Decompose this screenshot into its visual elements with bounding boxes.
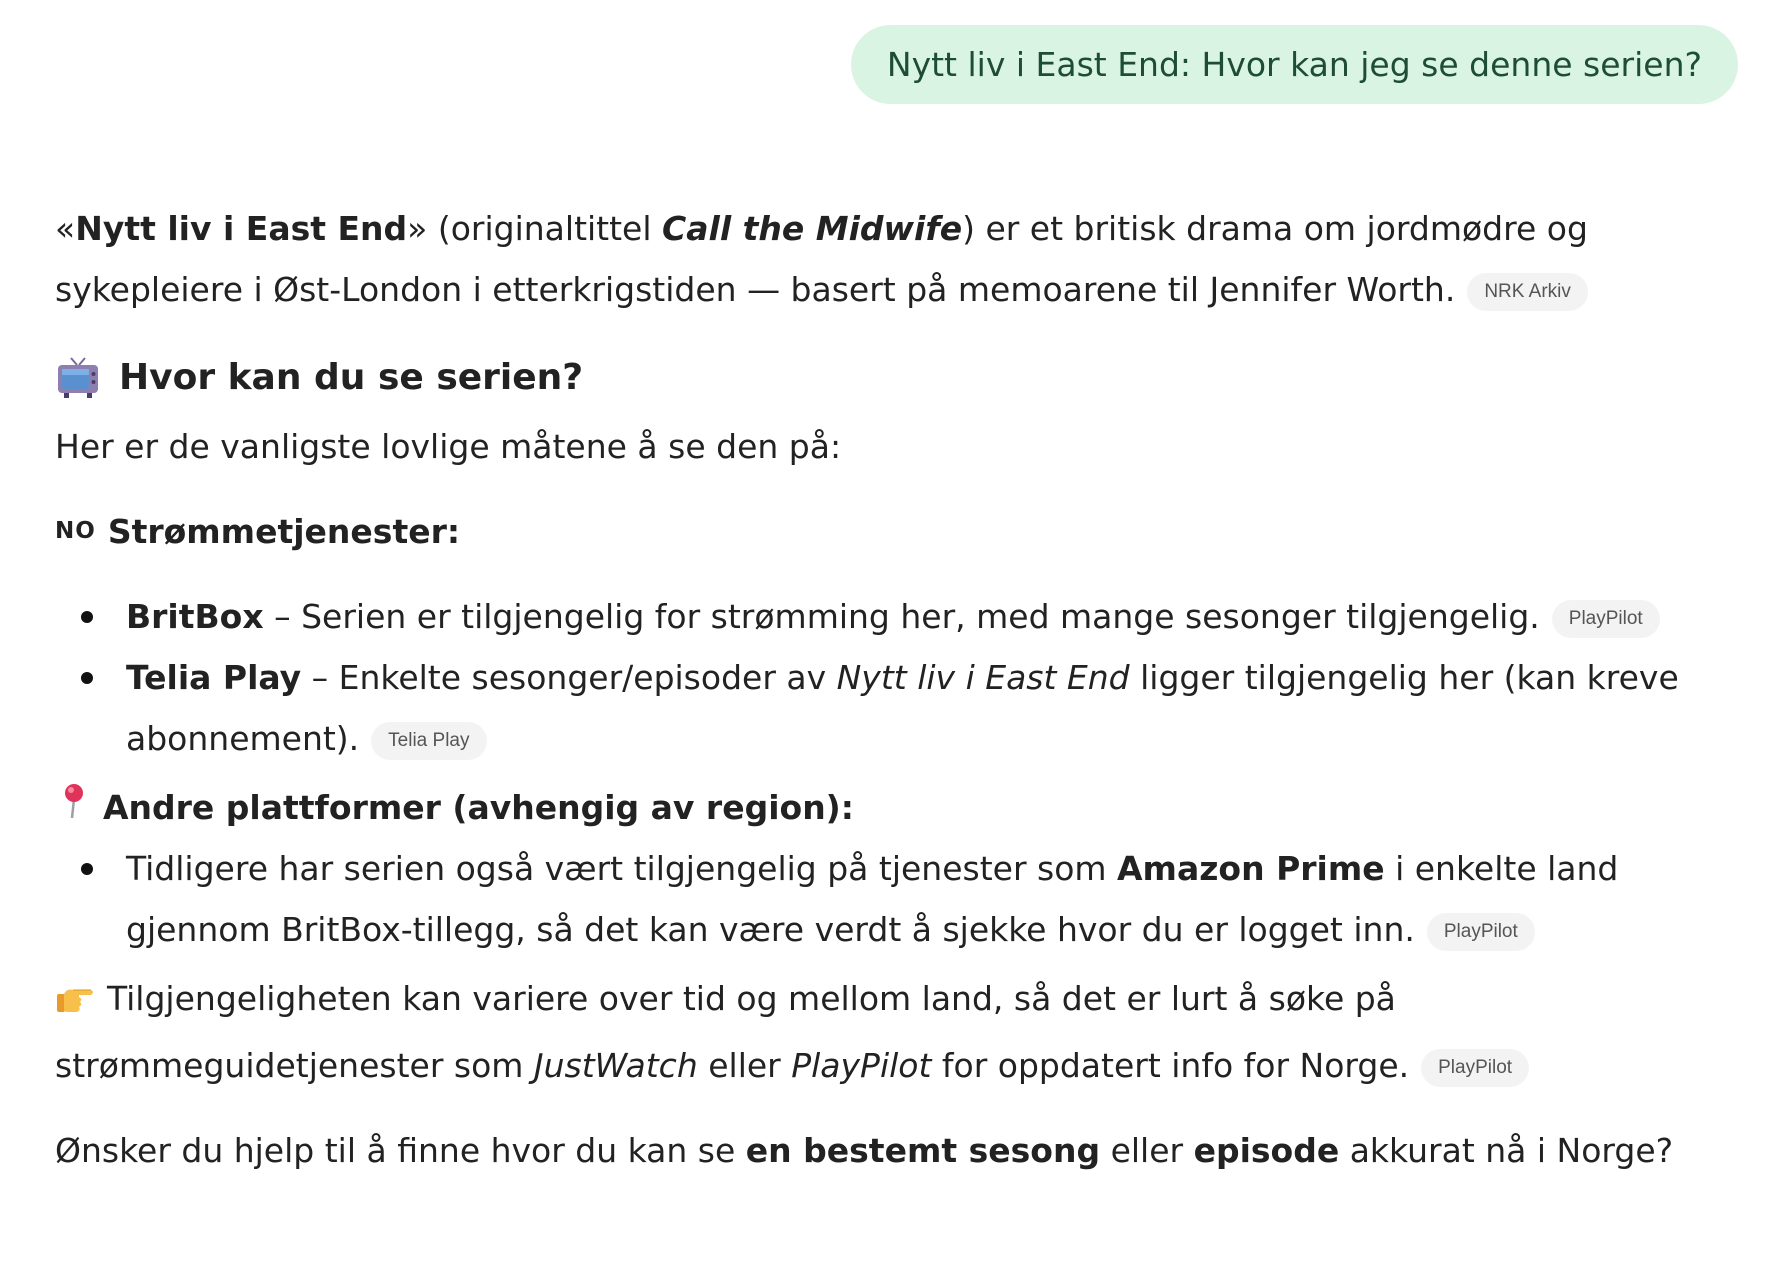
source-chip-playpilot[interactable]: PlayPilot [1552, 600, 1660, 638]
closing-bold-episode: episode [1193, 1131, 1340, 1170]
streaming-subheading-text: Strømmetjenester: [107, 512, 461, 551]
bullet-icon [81, 611, 93, 623]
user-message-bubble [851, 25, 1738, 104]
section-heading [55, 347, 1745, 408]
tip-paragraph [55, 968, 1745, 1096]
user-message-text: Nytt liv i East End: Hvor kan jeg se denne serien? [886, 45, 1702, 84]
bullet-icon [81, 863, 93, 875]
closing-text-mid: eller [1100, 1131, 1194, 1170]
intro-quote-open: « [55, 209, 76, 248]
norway-flag-icon: NO [55, 518, 96, 544]
intro-original-title: Call the Midwife [662, 209, 963, 248]
tip-text-rest: for oppdatert info for Norge. [931, 1046, 1410, 1085]
amazon-prime-bold: Amazon Prime [1117, 849, 1385, 888]
source-chip-telia-play[interactable]: Telia Play [371, 722, 486, 760]
tip-text: Tilgjengeligheten kan variere over tid og mellom land, så det er lurt å søke på strømmeguidetjenester som [55, 979, 1396, 1085]
closing-text: Ønsker du hjelp til å finne hvor du kan se [55, 1131, 746, 1170]
service-name-britbox: BritBox [126, 597, 264, 636]
series-title-italic: Nytt liv i East End [836, 658, 1130, 697]
streaming-list [55, 586, 1745, 769]
assistant-answer [55, 198, 1745, 1181]
closing-text-rest: akkurat nå i Norge? [1339, 1131, 1674, 1170]
justwatch-italic: JustWatch [533, 1046, 698, 1085]
pointing-hand-icon [55, 974, 95, 1035]
television-icon [55, 357, 101, 399]
streaming-subheading [55, 501, 1745, 562]
list-item [55, 838, 1745, 960]
list-item [55, 647, 1745, 769]
playpilot-italic: PlayPilot [791, 1046, 932, 1085]
intro-paragraph [55, 198, 1745, 320]
closing-question [55, 1120, 1745, 1181]
other-platforms-subheading [55, 777, 1745, 838]
closing-bold-season: en bestemt sesong [745, 1131, 1101, 1170]
source-chip-nrk[interactable]: NRK Arkiv [1467, 273, 1588, 311]
intro-norwegian-title: Nytt liv i East End [75, 209, 408, 248]
bullet-icon [81, 672, 93, 684]
intro-text-2: ) er et britisk drama om jordmødre og sykepleiere i Øst-London i etterkrigstiden — basert på memoarene til Jennifer Worth. [55, 209, 1588, 309]
other-platforms-text-rest: i enkelte land gjennom BritBox-tillegg, så det kan være verdt å sjekke hvor du er logget inn. [126, 849, 1619, 949]
other-platforms-list [55, 838, 1745, 960]
service-description: – Serien er tilgjengelig for strømming her, med mange sesonger tilgjengelig. [263, 597, 1540, 636]
other-platforms-text: Tidligere har serien også vært tilgjengelig på tjenester som [126, 849, 1118, 888]
service-description-rest: ligger tilgjengelig her (kan kreve abonnement). [126, 658, 1679, 758]
pushpin-icon [59, 777, 89, 838]
section-heading-text: Hvor kan du se serien? [119, 357, 584, 398]
tip-text-mid: eller [697, 1046, 792, 1085]
lead-paragraph: Her er de vanligste lovlige måtene å se den på: [55, 427, 842, 466]
source-chip-playpilot[interactable]: PlayPilot [1421, 1049, 1529, 1087]
intro-text-1: » (originaltittel [407, 209, 663, 248]
service-name-telia-play: Telia Play [126, 658, 302, 697]
source-chip-playpilot[interactable]: PlayPilot [1427, 913, 1535, 951]
list-item [55, 586, 1745, 647]
other-platforms-subheading-text: Andre plattformer (avhengig av region): [103, 788, 854, 827]
service-description: – Enkelte sesonger/episoder av [301, 658, 837, 697]
